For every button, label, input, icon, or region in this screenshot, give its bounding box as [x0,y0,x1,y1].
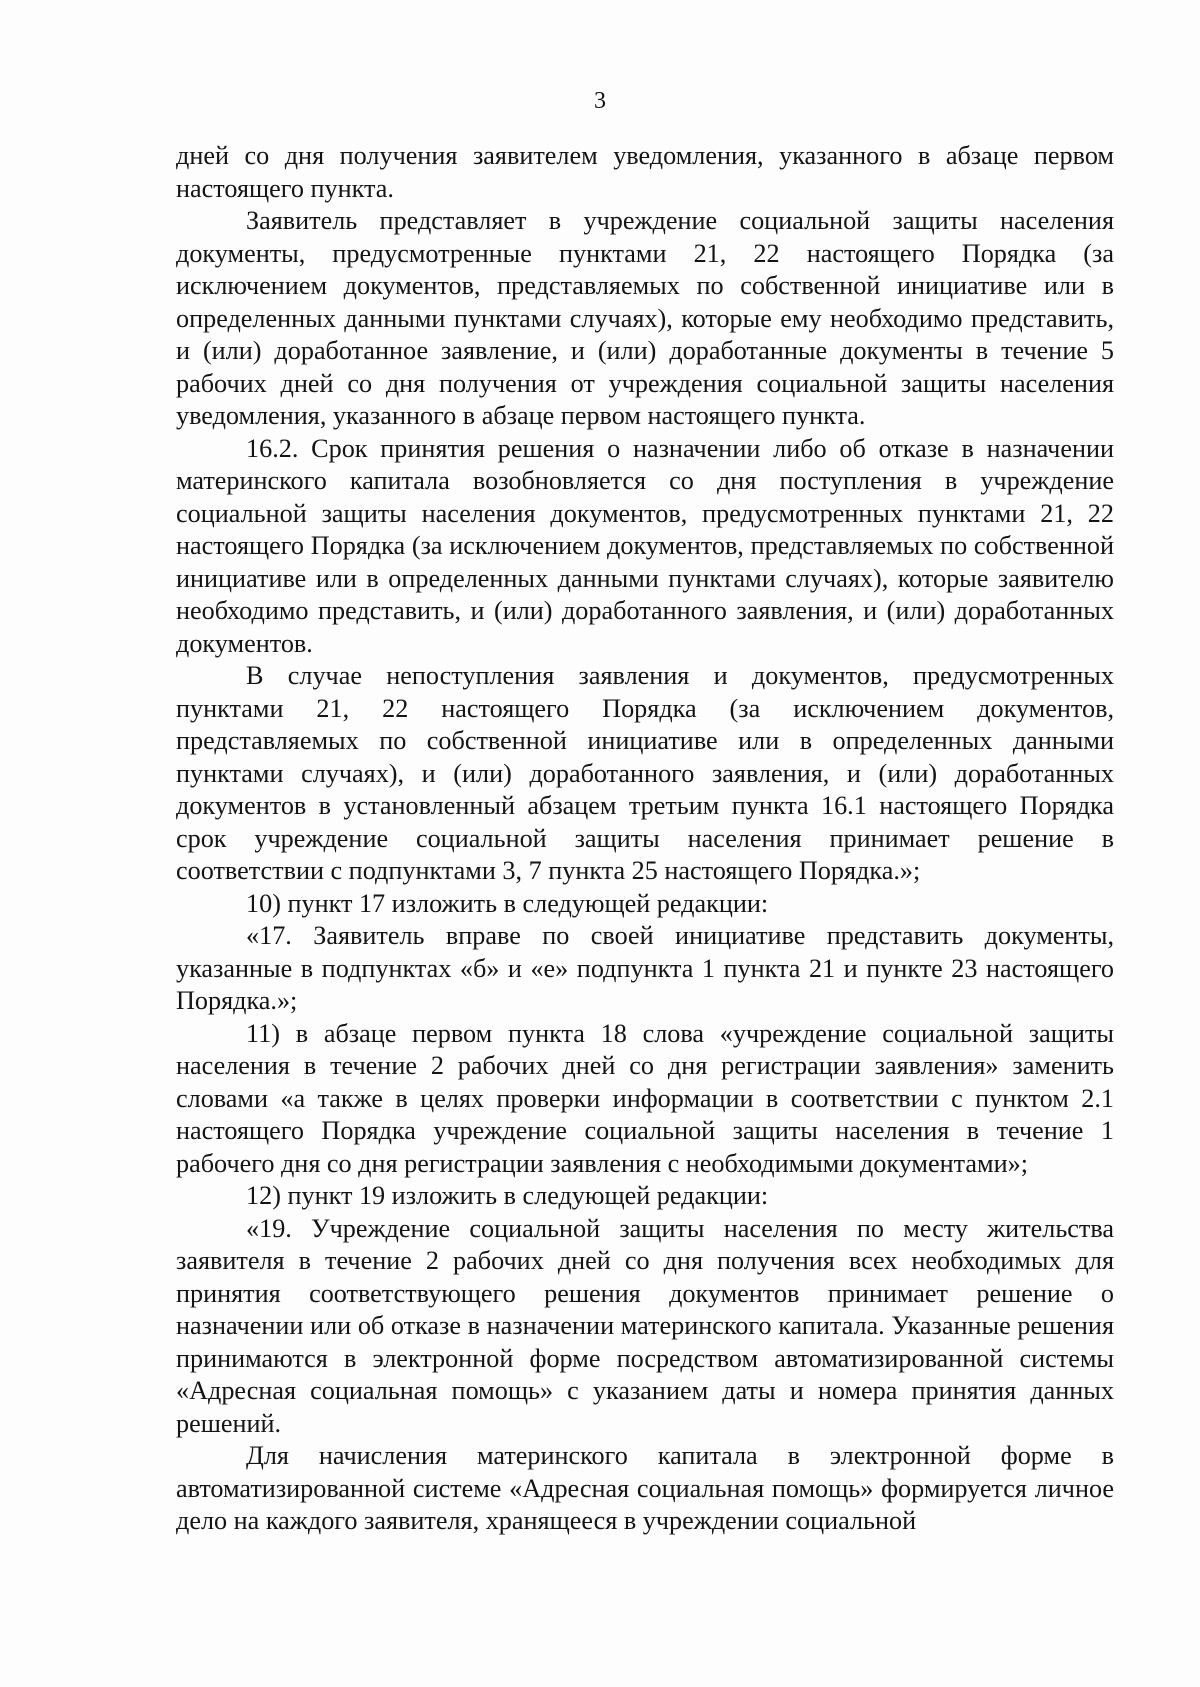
paragraph-item-12: 12) пункт 19 изложить в следующей редакции: [246,1181,769,1210]
paragraph-continuation: дней со дня получения заявителем уведомления, указанного в абзаце первом настоящего пункта. [176,141,1114,203]
paragraph-16-2: 16.2. Срок принятия решения о назначении либо об отказе в назначении материнского капитала возобновляется со дня поступления в учреждение социальной защиты населения документов, предусмотренных пунктами 21, 22 настоящего Порядка (за исключением документов, представляемых по собственной инициативе или в определенных данными пунктами случаях), которые заявителю необходимо представить, и (или) доработанного заявления, и (или) доработанных документов. [176,433,1114,658]
document-body [176,140,1114,1538]
paragraph-item-10: 10) пункт 17 изложить в следующей редакции: [246,888,769,918]
paragraph-non-receipt: В случае непоступления заявления и документов, предусмотренных пунктами 21, 22 настоящего Порядка (за исключением документов, представляемых по собственной инициативе или в определенных данными пунктами случаях), и (или) доработанного заявления, и (или) доработанных документов в установленный абзацем третьим пункта 16.1 настоящего Порядка срок учреждение социальной защиты населения принимает решение в соответствии с подпунктами 3, 7 пункта 25 настоящего Порядка.»; [176,661,1114,885]
paragraph-point-19: «19. Учреждение социальной защиты населения по месту жительства заявителя в течение 2 рабочих дней со дня получения всех необходимых для принятия соответствующего решения документов принимает решение о назначении или об отказе в назначении материнского капитала. Указанные решения принимаются в электронной форме посредством автоматизированной системы «Адресная социальная помощь» с указанием даты и номера принятия данных решений. [176,1213,1114,1438]
paragraph-accrual: Для начисления материнского капитала в электронной форме в автоматизированной системе «Адресная социальная помощь» формируется личное дело на каждого заявителя, хранящееся в учреждении социальной [176,1441,1114,1535]
page-number: 3 [594,88,606,114]
paragraph-point-17: «17. Заявитель вправе по своей инициативе представить документы, указанные в подпунктах «б» и «е» подпункта 1 пункта 21 и пункте 23 настоящего Порядка.»; [176,921,1114,1015]
paragraph-applicant-submits: Заявитель представляет в учреждение социальной защиты населения документы, предусмотренные пунктами 21, 22 настоящего Порядка (за исключением документов, представляемых по собственной инициативе или в определенных данными пунктами случаях), которые ему необходимо представить, и (или) доработанное заявление, и (или) доработанные документы в течение 5 рабочих дней со дня получения от учреждения социальной защиты населения уведомления, указанного в абзаце первом настоящего пункта. [176,206,1114,430]
paragraph-item-11: 11) в абзаце первом пункта 18 слова «учреждение социальной защиты населения в течение 2 рабочих дней со дня регистрации заявления» заменить словами «а также в целях проверки информации в соответствии с пунктом 2.1 настоящего Порядка учреждение социальной защиты населения в течение 1 рабочего дня со дня регистрации заявления с необходимыми документами»; [176,1018,1114,1178]
